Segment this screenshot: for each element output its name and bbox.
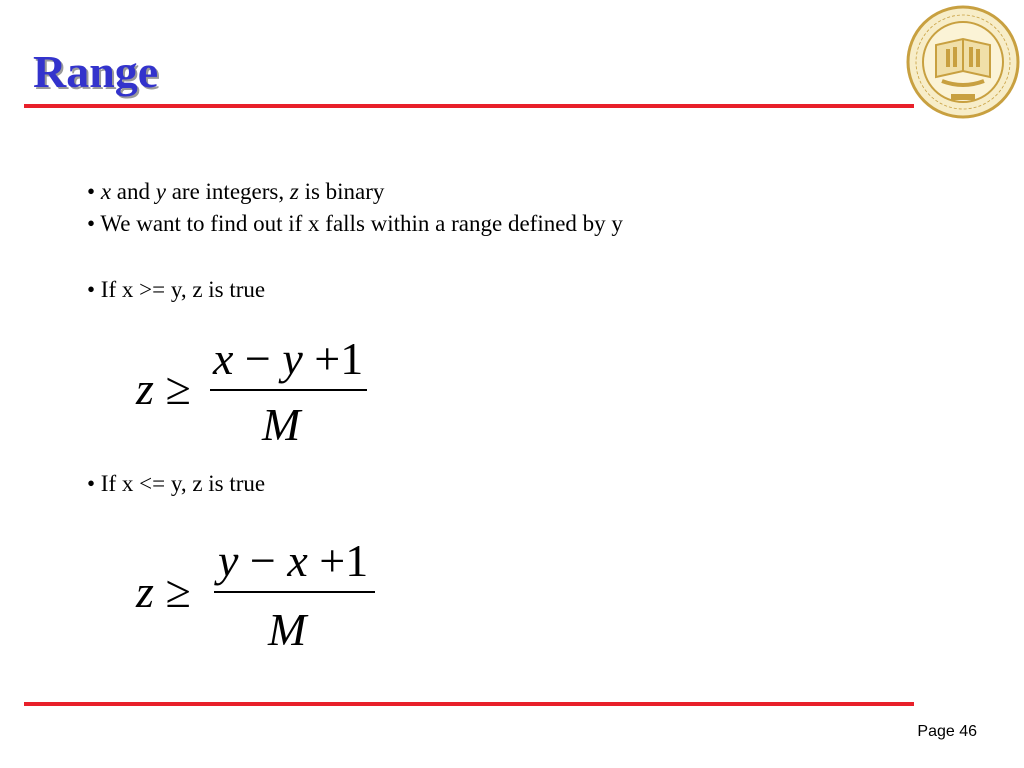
bullet-variables: • x and y are integers, z is binary [87, 179, 385, 204]
bullet-case-greater: • If x >= y, z is true [87, 277, 266, 302]
formula-lhs: z ≥ [136, 363, 191, 414]
fraction-bar [210, 389, 367, 391]
bullet-case-less: • If x <= y, z is true [87, 471, 266, 496]
footer-divider [24, 702, 914, 706]
slide-title: Range [33, 46, 159, 97]
formula-lhs: z ≥ [136, 566, 191, 617]
title-divider [24, 104, 914, 108]
formula-denominator: M [268, 604, 307, 655]
bullet-goal: • We want to find out if x falls within a range defined by y [87, 211, 623, 236]
formula-numerator: y − x +1 [218, 535, 369, 586]
page-number: Page 46 [917, 723, 977, 740]
uc-davis-seal-logo [906, 5, 1020, 119]
formula-numerator: x − y +1 [213, 333, 364, 384]
formula-denominator: M [262, 399, 301, 450]
fraction-bar [214, 591, 375, 593]
